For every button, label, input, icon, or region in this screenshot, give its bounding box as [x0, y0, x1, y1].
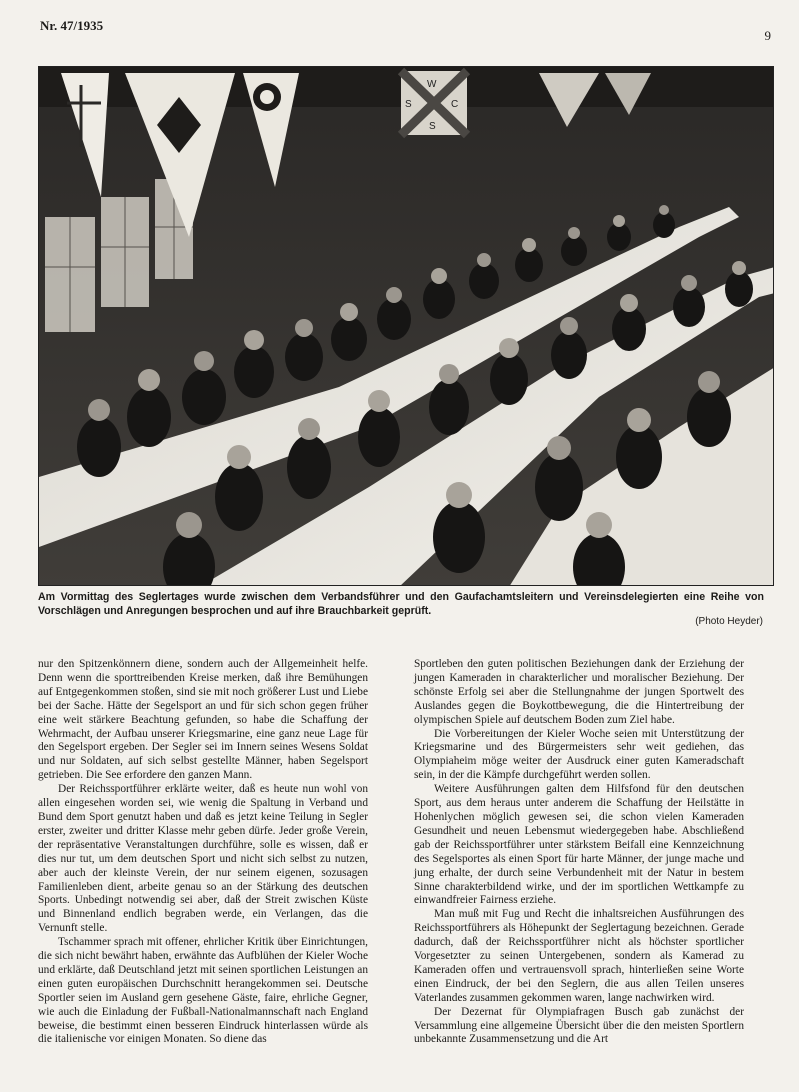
flag-letter-s1: S	[405, 99, 412, 110]
photo-illustration	[39, 67, 774, 586]
page-header	[40, 18, 777, 43]
paragraph: Weitere Ausführungen galten dem Hilfsfond für den deutschen Sport, aus dem heraus unter anderem die Schaffung der Heilstätte in Hohenlychen möglich gewesen sei, die schon vielen Kameraden Gesundheit und neuen Lebensmut wiedergegeben habe. Abschließend gab der Reichssportführer unter stärkstem Beifall eine Kennzeichnung des Segelsportes als einen Sport für harte Männer, der junge mache und jung erhalte, der durch seine Verbundenheit mit der Natur in bestem Sinne charakterbildend wirke, und der im sportlichen Wettkampfe zu einwandfreier Fairness erziehe.	[414, 783, 744, 907]
paragraph: Man muß mit Fug und Recht die inhaltsreichen Ausführungen des Reichssportführers als Höhepunkt der Seglertagung bezeichnen. Gerade dadurch, daß der Reichssportführer nicht als höchster sportlicher Vorgesetzter zu seinen Untergebenen, sondern als Kamerad zu Kameraden offen und vertrauensvoll sprach, hinterließen seine Worte einen Eindruck, der bei den Seglern, die aus allen Teilen unseres Vaterlandes zusammen gekommen waren, lange nachwirken wird.	[414, 908, 744, 1004]
paragraph: Die Vorbereitungen der Kieler Woche seien mit Unterstützung der Kriegsmarine und des Bürgermeisters sehr weit gediehen, das Olympiaheim möge weiter der Ausdruck einer guten Kameradschaft sein, in der die Kämpfe durchgeführt werden sollen.	[414, 727, 744, 782]
paragraph: Der Reichssportführer erklärte weiter, daß es heute nun wohl von allen eingesehen worden sei, wie wenig die Spaltung in Verband und Bund dem Sport genutzt haben und daß es jetzt keine Teilung in Segler erster, zweiter und dritter Klasse mehr geben dürfe. Jeder große Verein, der repräsentative Veranstaltungen durchführe, solle es wissen, daß er dies nur tut, um dem deutschen Sport und nicht sich selbst zu nutzen, aber auch der kleinste Verein, der nur seinem eigenen, sozusagen Familienleben dient, arbeite genau so an der Stärkung des deutschen Sports. Unbedingt notwendig sei aber, daß der Streit zwischen Küste und Binnenland endlich begraben werde, ein Verlangen, das die Vernunft stelle.	[38, 783, 368, 935]
paragraph: Sportleben den guten politischen Beziehungen dank der Erziehung der jungen Kameraden in charakterlicher und moralischer Beziehung. Der schönste Erfolg sei aber die Stellungnahme der jungen Sportwelt des Auslandes gegen die Boykottbewegung, die die Hintertreibung der olympischen Spiele auf deutschem Boden zum Ziel habe.	[414, 658, 744, 726]
photo-credit: (Photo Heyder)	[695, 616, 763, 627]
article-column-left	[38, 658, 368, 1047]
paragraph: Tschammer sprach mit offener, ehrlicher Kritik über Einrichtungen, die sich nicht bewährt haben, erwähnte das Aufblühen der Kieler Woche und erklärte, daß Deutschland jetzt mit seinen sportlichen Leistungen an einen guten europäischen Durchschnitt herangekommen sei. Deutsche Sportler seien im Ausland gern gesehene Gäste, faire, ehrliche Gegner, wie auch die Einladung der Fußball-Nationalmannschaft nach England beweise, die bestimmt einen besseren Eindruck hinterlassen würde als die italienische vor einigen Monaten. So diene das	[38, 936, 368, 1046]
meeting-photo	[38, 66, 774, 586]
issue-number: Nr. 47/1935	[40, 18, 104, 33]
photo-caption: Am Vormittag des Seglertages wurde zwischen dem Verbandsführer und den Gaufachamtsleitern und Vereinsdelegierten eine Reihe von Vorschlägen und Anregungen besprochen und auf ihre Brauchbarkeit geprüft.	[38, 591, 764, 617]
page-number: 9	[764, 28, 771, 43]
flag-letter-c: C	[451, 99, 459, 110]
article-column-right	[414, 658, 744, 1047]
paragraph: Der Dezernat für Olympiafragen Busch gab zunächst der Versammlung eine allgemeine Übersicht über die den meisten Sportlern unbekannte Zusammensetzung und die Art	[414, 1005, 744, 1046]
paragraph: nur den Spitzenkönnern diene, sondern auch der Allgemeinheit helfe. Denn wenn die sporttreibenden Kreise merken, daß ihre Bemühungen auf Entgegenkommen stoßen, sind sie mit noch größerer Lust und Liebe bei der Sache. Hätte der Segelsport an und für sich schon gegen früher eine weit stärkere Beachtung gefunden, so habe die Schaffung der Wehrmacht, der Aufbau unserer Kriegsmarine, eine ganz neue Lage für den Segelsport ergeben. Der Segler sei im Innern seines Wesens Soldat und nur Soldaten, auf sich selbst gestellte Männer, haben Segelsport getrieben. Die See erfordere den ganzen Mann.	[38, 658, 368, 782]
flag-letter-w: W	[427, 79, 437, 90]
flag-letter-s2: S	[429, 121, 436, 132]
